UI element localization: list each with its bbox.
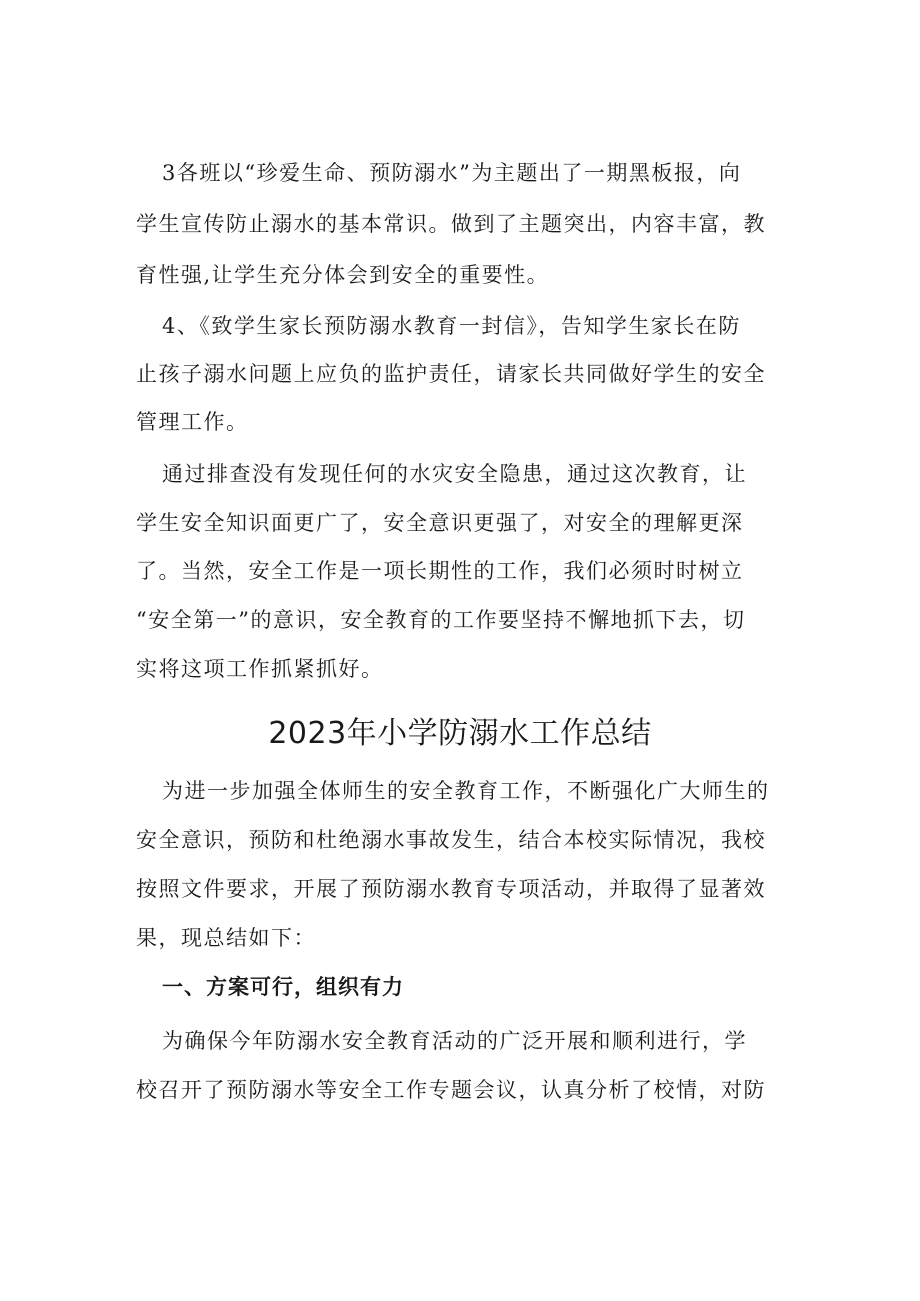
paragraph-line: “安全第一”的意识，安全教育的工作要坚持不懈地抓下去，切 [136,608,746,632]
paragraph-line: 果，现总结如下： [136,926,316,950]
document-title: 2023年小学防溺水工作总结 [268,716,652,751]
paragraph-line: 止孩子溺水问题上应负的监护责任，请家长共同做好学生的安全 [136,362,766,386]
paragraph-line: 安全意识，预防和杜绝溺水事故发生，结合本校实际情况，我校 [136,828,766,852]
paragraph-line: 为进一步加强全体师生的安全教育工作，不断强化广大师生的 [162,779,770,803]
paragraph-line: 按照文件要求，开展了预防溺水教育专项活动，并取得了显著效 [136,877,766,901]
section-heading: 一、方案可行，组织有力 [162,975,404,999]
paragraph-line: 了。当然，安全工作是一项长期性的工作，我们必须时时树立 [136,559,744,583]
paragraph-line: 通过排查没有发现任何的水灾安全隐患，通过这次教育，让 [162,462,747,486]
paragraph-line: 育性强,让学生充分体会到安全的重要性。 [136,263,550,287]
paragraph-line: 校召开了预防溺水等安全工作专题会议，认真分析了校情，对防 [136,1078,766,1102]
paragraph-line: 为确保今年防溺水安全教育活动的广泛开展和顺利进行，学 [162,1029,747,1053]
paragraph-line: 4、《致学生家长预防溺水教育一封信》，告知学生家长在防 [162,314,741,338]
paragraph-line: 学生安全知识面更广了，安全意识更强了，对安全的理解更深 [136,511,744,535]
paragraph-line: 实将这项工作抓紧抓好。 [136,657,384,681]
paragraph-line: 3各班以“珍爱生命、预防溺水”为主题出了一期黑板报，向 [162,161,742,185]
paragraph-line: 学生宣传防止溺水的基本常识。做到了主题突出，内容丰富，教 [136,212,766,236]
paragraph-line: 管理工作。 [136,410,249,434]
